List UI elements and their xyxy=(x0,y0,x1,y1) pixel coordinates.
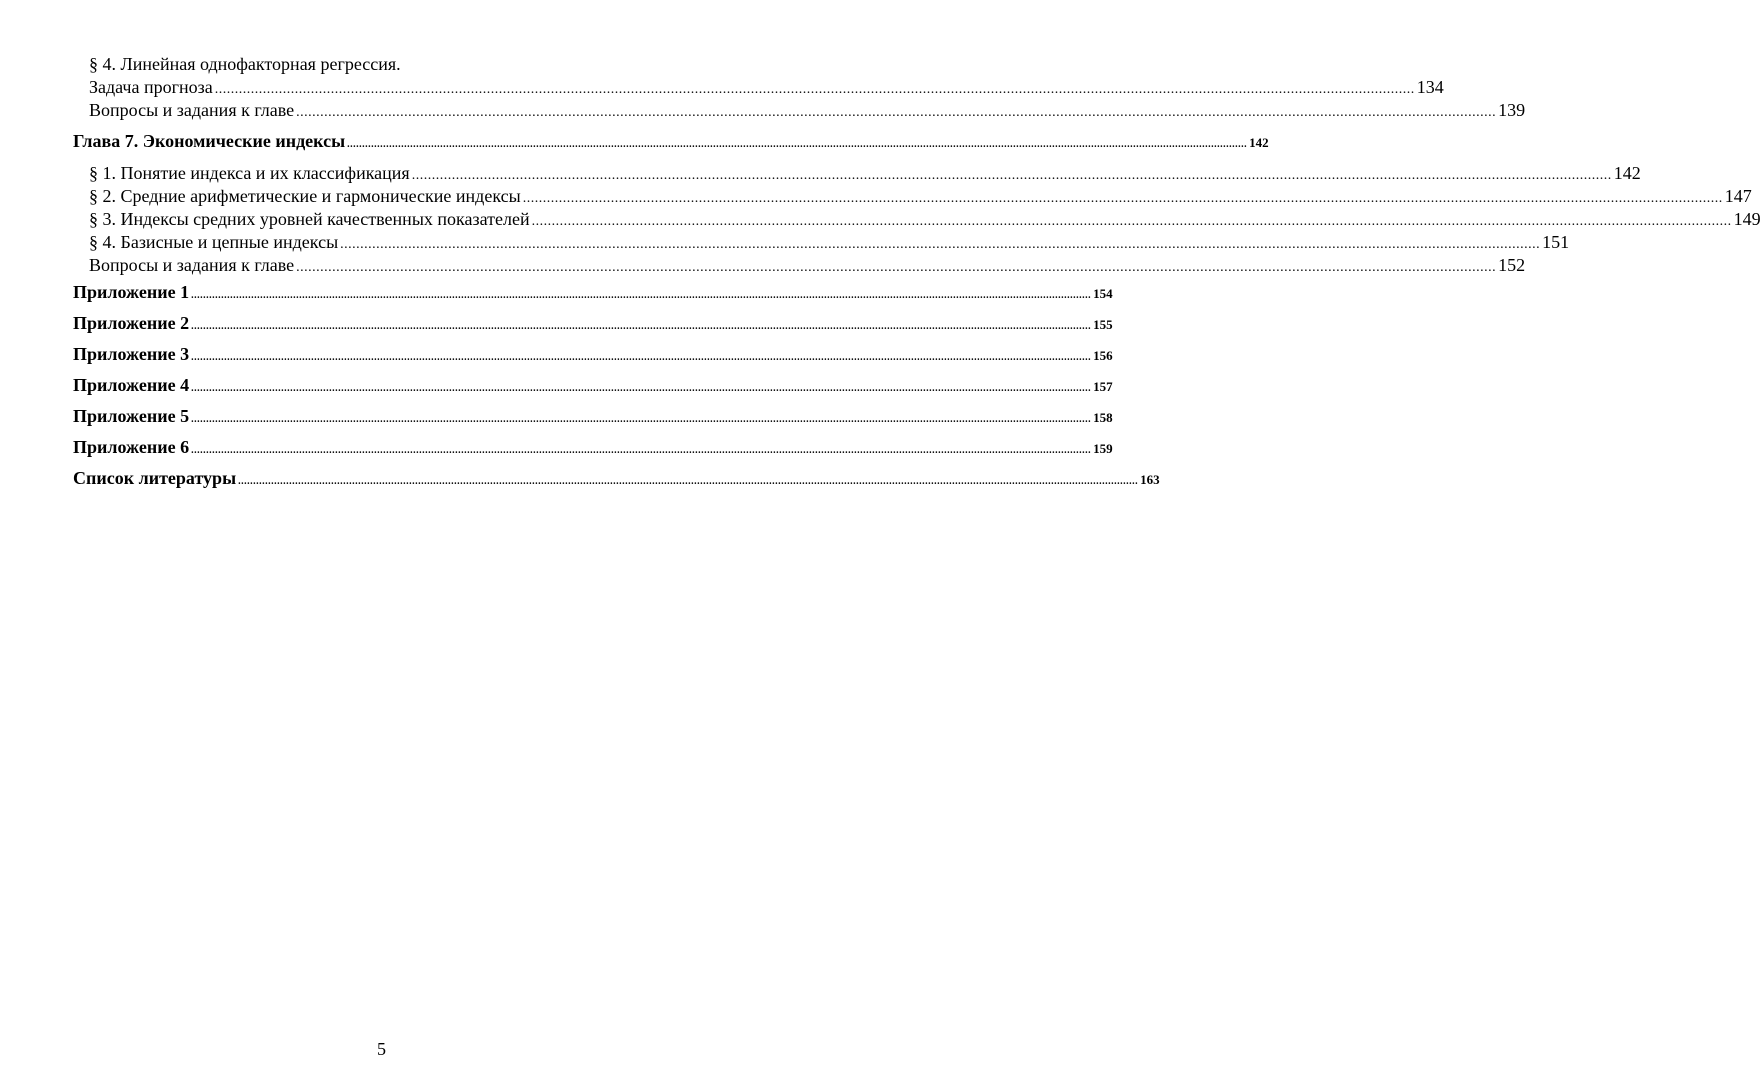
toc-entry-label: Приложение 2 xyxy=(73,313,190,333)
toc-entry-appendix[interactable] xyxy=(73,308,1113,339)
toc-entry-section[interactable] xyxy=(73,162,1641,185)
toc-entry-label: Приложение 1 xyxy=(73,282,190,302)
toc-entry-appendix[interactable] xyxy=(73,339,1113,370)
toc-entry-page: 159 xyxy=(1093,441,1113,456)
toc-leader-dots: ............................................................................................................................................................................................................................................................................................................ xyxy=(191,352,1092,363)
toc-leader-dots: ............................................................................................................................................................................................................................................................................................................ xyxy=(191,414,1092,425)
toc-entry-page: 152 xyxy=(1498,255,1526,275)
toc-leader-dots: ............................................................................................................................................................................................................................................................................................................ xyxy=(531,214,1732,229)
toc-entry-label: Приложение 5 xyxy=(73,406,190,426)
toc-entry-section[interactable] xyxy=(73,254,1526,277)
toc-leader-dots: ............................................................................................................................................................................................................................................................................................................ xyxy=(191,290,1092,301)
toc-entry-page: 142 xyxy=(1249,135,1269,150)
toc-entry-label: Глава 7. Экономические индексы xyxy=(73,131,346,151)
toc-leader-dots: ............................................................................................................................................................................................................................................................................................................ xyxy=(214,82,1415,97)
toc-entry-page: 139 xyxy=(1498,100,1526,120)
toc-entry-appendix[interactable] xyxy=(73,401,1113,432)
toc-leader-dots: ............................................................................................................................................................................................................................................................................................................ xyxy=(191,383,1092,394)
toc-leader-dots: ............................................................................................................................................................................................................................................................................................................ xyxy=(191,321,1092,332)
toc-entry-appendix[interactable] xyxy=(73,432,1113,463)
toc-entry-section[interactable] xyxy=(73,185,1752,208)
toc-entry-section[interactable] xyxy=(73,208,1761,231)
toc-entry-label: Список литературы xyxy=(73,468,237,488)
toc-entry-page: 142 xyxy=(1613,163,1641,183)
page-number: 5 xyxy=(377,1039,386,1059)
toc-entry-page: 151 xyxy=(1542,232,1570,252)
toc-entry-label: Приложение 6 xyxy=(73,437,190,457)
toc-entry-bibliography[interactable] xyxy=(73,463,1160,494)
toc-entry-label: Приложение 3 xyxy=(73,344,190,364)
toc-entry-page: 155 xyxy=(1093,317,1113,332)
toc-entry-label: Задача прогноза xyxy=(89,77,213,97)
table-of-contents xyxy=(73,53,1761,494)
toc-entry-page: 149 xyxy=(1733,209,1761,229)
toc-entry-page: 154 xyxy=(1093,286,1113,301)
toc-leader-dots: ............................................................................................................................................................................................................................................................................................................ xyxy=(340,237,1541,252)
toc-leader-dots: ............................................................................................................................................................................................................................................................................................................ xyxy=(522,191,1723,206)
toc-leader-dots: ............................................................................................................................................................................................................................................................................................................ xyxy=(296,105,1497,120)
toc-entry-label: Вопросы и задания к главе xyxy=(89,100,295,120)
toc-leader-dots: ............................................................................................................................................................................................................................................................................................................ xyxy=(347,139,1248,150)
toc-entry-label: § 4. Линейная однофакторная регрессия. xyxy=(89,54,401,74)
toc-entry-label: § 2. Средние арифметические и гармонические индексы xyxy=(89,186,521,206)
toc-entry-label: § 1. Понятие индекса и их классификация xyxy=(89,163,410,183)
toc-entry-label: § 4. Базисные и цепные индексы xyxy=(89,232,339,252)
toc-entry-section-title xyxy=(73,53,690,76)
toc-entry-section[interactable] xyxy=(73,76,1444,99)
toc-entry-label: § 3. Индексы средних уровней качественных показателей xyxy=(89,209,530,229)
toc-entry-page: 147 xyxy=(1724,186,1752,206)
toc-leader-dots: ............................................................................................................................................................................................................................................................................................................ xyxy=(296,260,1497,275)
toc-leader-dots: ............................................................................................................................................................................................................................................................................................................ xyxy=(191,445,1092,456)
toc-entry-section[interactable] xyxy=(73,99,1526,122)
toc-entry-appendix[interactable] xyxy=(73,370,1113,401)
toc-entry-chapter[interactable] xyxy=(73,126,1269,157)
toc-entry-page: 156 xyxy=(1093,348,1113,363)
toc-entry-label: Приложение 4 xyxy=(73,375,190,395)
toc-entry-section[interactable] xyxy=(73,231,1570,254)
toc-entry-page: 158 xyxy=(1093,410,1113,425)
toc-entry-label: Вопросы и задания к главе xyxy=(89,255,295,275)
toc-entry-page: 163 xyxy=(1140,472,1160,487)
toc-entry-appendix[interactable] xyxy=(73,277,1113,308)
toc-entry-page: 134 xyxy=(1416,77,1444,97)
toc-leader-dots: ............................................................................................................................................................................................................................................................................................................ xyxy=(411,168,1612,183)
toc-leader-dots: ............................................................................................................................................................................................................................................................................................................ xyxy=(238,476,1139,487)
toc-entry-page: 157 xyxy=(1093,379,1113,394)
